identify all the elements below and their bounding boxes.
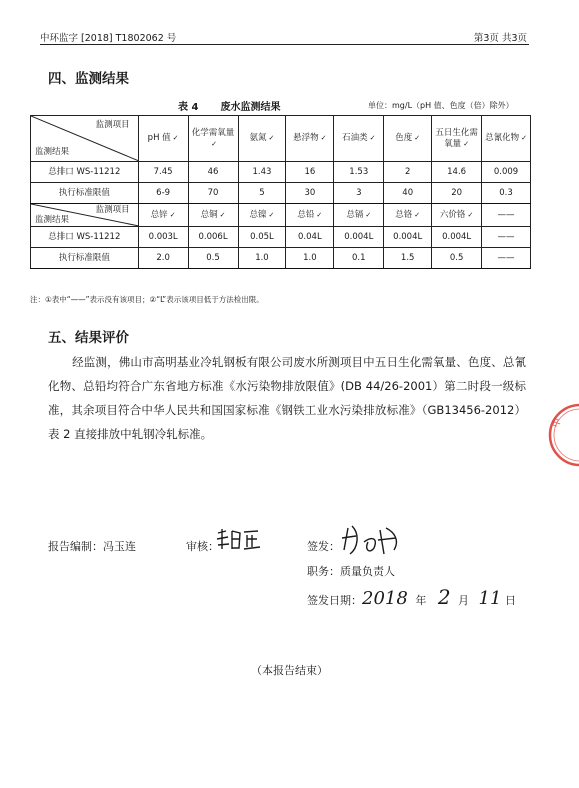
table-note: 注：①表中“——”表示没有该项目；②“L”表示该项目低于方法检出限。 [30, 295, 264, 304]
cell: 20 [432, 183, 482, 204]
position-value: 质量负责人 [340, 565, 395, 578]
unit-note: 单位：mg/L（pH 值、色度（倍）除外） [368, 101, 514, 110]
date-year: 2018 [362, 588, 408, 609]
col-header: 总镍 ✓ [238, 204, 286, 227]
cell: 1.43 [238, 162, 286, 183]
date-month: 2 [437, 585, 451, 609]
cell: 0.1 [334, 248, 384, 269]
corner-top-label: 监测项目 [95, 205, 130, 215]
evaluation-text: 经监测，佛山市高明基业冷轧钢板有限公司废水所测项目中五日生化需氧量、色度、总氰化物、总铅均符合广东省地方标准《水污染物排放限值》(DB 44/26-2001）第二时段一级标准，其余项目符合中华人民共和国国家标准《钢铁工业水污染排放标准》（GB13456-2012）表 2 直接排放中轧钢冷轧标准。 [48, 355, 526, 441]
cell: 14.6 [432, 162, 482, 183]
cell: 3 [334, 183, 384, 204]
table-row [31, 227, 531, 248]
report-number: 中环监字 [2018] T1802062 号 [40, 33, 177, 44]
table-number: 表 4 [178, 102, 199, 113]
cell: 0.004L [384, 227, 432, 248]
issuer-handwriting [338, 520, 408, 560]
cell: —— [482, 248, 531, 269]
cell: 0.004L [334, 227, 384, 248]
table-row [31, 162, 531, 183]
row-label: 总排口 WS-11212 [31, 162, 139, 183]
cell: 0.006L [188, 227, 238, 248]
col-header: pH 值 ✓ [138, 116, 188, 162]
cell: 16 [286, 162, 334, 183]
header-row-1 [31, 116, 531, 162]
date-month-unit: 月 [458, 594, 470, 607]
corner-bottom-label: 监测结果 [35, 147, 70, 157]
issue-date [307, 585, 516, 609]
corner-cell [31, 116, 139, 162]
header-divider [40, 44, 529, 45]
official-stamp [518, 400, 579, 470]
col-header: 六价铬 ✓ [432, 204, 482, 227]
col-header: 化学需氧量✓ [188, 116, 238, 162]
editor-label: 报告编制： [48, 540, 103, 553]
cell: 70 [188, 183, 238, 204]
col-header: 石油类 ✓ [334, 116, 384, 162]
cell: 1.0 [238, 248, 286, 269]
col-header: 总锌 ✓ [138, 204, 188, 227]
header-row-2 [31, 204, 531, 227]
table-caption [178, 98, 280, 113]
col-header: 悬浮物 ✓ [286, 116, 334, 162]
issuer-label: 签发： [307, 540, 340, 553]
cell: 1.5 [384, 248, 432, 269]
cell: 0.3 [482, 183, 531, 204]
cell: 5 [238, 183, 286, 204]
reviewer-label: 审核： [186, 540, 219, 553]
cell: 2.0 [138, 248, 188, 269]
page-info: 第3页 共3页 [473, 33, 527, 44]
col-header: 色度 ✓ [384, 116, 432, 162]
cell: 0.003L [138, 227, 188, 248]
position-label: 职务： [307, 565, 340, 578]
cell: 2 [384, 162, 432, 183]
col-header: 总氰化物 ✓ [482, 116, 531, 162]
date-year-unit: 年 [415, 594, 427, 607]
table-row [31, 183, 531, 204]
cell: 40 [384, 183, 432, 204]
cell: 0.009 [482, 162, 531, 183]
cell: 0.5 [188, 248, 238, 269]
cell: 0.004L [432, 227, 482, 248]
col-header: 总铬 ✓ [384, 204, 432, 227]
row-label: 执行标准限值 [31, 183, 139, 204]
cell: 0.04L [286, 227, 334, 248]
row-label: 执行标准限值 [31, 248, 139, 269]
cell: —— [482, 227, 531, 248]
col-header: 总铜 ✓ [188, 204, 238, 227]
editor-block [48, 538, 136, 554]
row-label: 总排口 WS-11212 [31, 227, 139, 248]
col-header: 总铅 ✓ [286, 204, 334, 227]
corner-bottom-label: 监测结果 [35, 215, 70, 225]
date-day: 11 [478, 588, 502, 609]
corner-cell [31, 204, 139, 227]
position-block [307, 563, 395, 579]
col-header: —— [482, 204, 531, 227]
table-row [31, 248, 531, 269]
col-header: 五日生化需氧量 ✓ [432, 116, 482, 162]
editor-name: 冯玉连 [103, 540, 136, 553]
date-label: 签发日期： [307, 594, 362, 607]
section5-title: 五、结果评价 [48, 330, 129, 346]
table-title: 废水监测结果 [220, 102, 281, 113]
reviewer-signature [214, 527, 264, 558]
col-header: 氨氮 ✓ [238, 116, 286, 162]
svg-text:中: 中 [551, 417, 564, 430]
evaluation-paragraph [48, 350, 526, 446]
date-day-unit: 日 [504, 594, 516, 607]
monitoring-table [30, 115, 531, 269]
section4-title: 四、监测结果 [48, 71, 129, 87]
cell: 0.5 [432, 248, 482, 269]
cell: 30 [286, 183, 334, 204]
issuer-signature [338, 520, 408, 563]
cell: 0.05L [238, 227, 286, 248]
report-end: （本报告结束） [251, 664, 328, 677]
reviewer-handwriting [214, 527, 264, 553]
cell: 1.53 [334, 162, 384, 183]
cell: 7.45 [138, 162, 188, 183]
corner-top-label: 监测项目 [95, 120, 130, 130]
cell: 1.0 [286, 248, 334, 269]
cell: 46 [188, 162, 238, 183]
col-header: 总镉 ✓ [334, 204, 384, 227]
cell: 6-9 [138, 183, 188, 204]
